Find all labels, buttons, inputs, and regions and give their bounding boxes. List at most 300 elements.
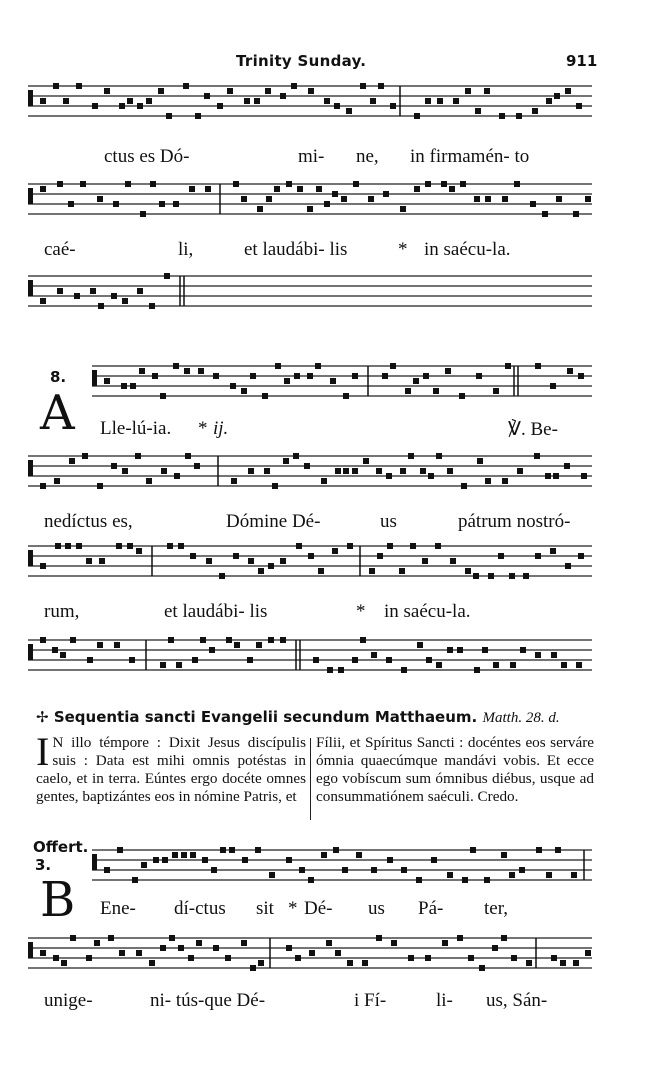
neume-note: [53, 83, 59, 89]
clef-icon: [28, 188, 33, 204]
neume-note: [160, 662, 166, 668]
neume-note: [553, 473, 559, 479]
neume-note: [560, 960, 566, 966]
neume-note: [108, 935, 114, 941]
neume-note: [502, 196, 508, 202]
neume-note: [190, 852, 196, 858]
neume-note: [173, 201, 179, 207]
mode-number: 8.: [50, 368, 67, 386]
neume-note: [111, 463, 117, 469]
clef-icon: [28, 644, 33, 660]
neume-note: [536, 847, 542, 853]
neume-note: [176, 662, 182, 668]
neume-note: [219, 573, 225, 579]
neume-note: [40, 98, 46, 104]
neume-note: [447, 647, 453, 653]
lyric-syllable: ni- tús-que Dé-: [150, 990, 266, 1011]
alleluia-initial: A: [40, 385, 75, 441]
neume-note: [254, 98, 260, 104]
neume-note: [509, 573, 515, 579]
clef-icon: [28, 280, 33, 296]
neume-note: [257, 206, 263, 212]
neume-note: [526, 960, 532, 966]
neume-note: [217, 103, 223, 109]
neume-note: [40, 298, 46, 304]
neume-note: [551, 652, 557, 658]
neume-note: [324, 98, 330, 104]
neume-note: [352, 468, 358, 474]
neume-note: [346, 108, 352, 114]
neume-note: [546, 872, 552, 878]
neume-note: [576, 103, 582, 109]
neume-note: [113, 201, 119, 207]
neume-note: [405, 388, 411, 394]
neume-note: [286, 181, 292, 187]
neume-note: [352, 657, 358, 663]
neume-note: [401, 667, 407, 673]
neume-note: [130, 383, 136, 389]
neume-note: [437, 98, 443, 104]
lyric-syllable: in saécu-la.: [384, 601, 471, 622]
neume-note: [316, 186, 322, 192]
neume-note: [581, 473, 587, 479]
neume-note: [498, 553, 504, 559]
neume-note: [160, 393, 166, 399]
lyric-syllable: ij.: [213, 418, 229, 439]
neume-note: [140, 211, 146, 217]
neume-note: [114, 642, 120, 648]
neume-note: [294, 373, 300, 379]
neume-note: [585, 950, 591, 956]
neume-note: [360, 637, 366, 643]
neume-note: [330, 378, 336, 384]
neume-note: [52, 647, 58, 653]
neume-note: [408, 453, 414, 459]
neume-note: [198, 368, 204, 374]
neume-note: [488, 573, 494, 579]
neume-note: [565, 563, 571, 569]
neume-note: [554, 93, 560, 99]
neume-note: [343, 468, 349, 474]
neume-note: [99, 558, 105, 564]
neume-note: [178, 543, 184, 549]
neume-note: [352, 373, 358, 379]
neume-note: [383, 191, 389, 197]
neume-note: [211, 867, 217, 873]
neume-note: [360, 83, 366, 89]
neume-note: [423, 373, 429, 379]
neume-note: [125, 181, 131, 187]
neume-note: [98, 303, 104, 309]
neume-note: [188, 955, 194, 961]
lyric-syllable: Dé-: [304, 898, 333, 919]
neume-note: [459, 393, 465, 399]
neume-note: [484, 88, 490, 94]
neume-note: [502, 478, 508, 484]
neume-note: [585, 196, 591, 202]
neume-note: [132, 877, 138, 883]
lyric-syllable: li-: [436, 990, 453, 1011]
neume-note: [457, 935, 463, 941]
neume-note: [442, 940, 448, 946]
lyric-syllable: ne,: [356, 146, 379, 167]
neume-note: [137, 288, 143, 294]
neume-note: [505, 363, 511, 369]
neume-note: [449, 186, 455, 192]
neume-note: [425, 955, 431, 961]
neume-note: [308, 88, 314, 94]
cross-icon: ✢: [36, 708, 49, 726]
neume-note: [353, 181, 359, 187]
neume-note: [382, 373, 388, 379]
neume-note: [426, 657, 432, 663]
neume-note: [447, 468, 453, 474]
neume-note: [315, 363, 321, 369]
neume-note: [493, 662, 499, 668]
neume-note: [347, 543, 353, 549]
neume-note: [332, 548, 338, 554]
neume-note: [567, 368, 573, 374]
neume-note: [213, 945, 219, 951]
neume-note: [68, 201, 74, 207]
lyric-syllable: ℣. Be-: [508, 419, 558, 440]
clef-icon: [92, 370, 97, 386]
neume-note: [40, 950, 46, 956]
neume-note: [119, 103, 125, 109]
neume-note: [534, 453, 540, 459]
neume-note: [484, 877, 490, 883]
neume-note: [400, 206, 406, 212]
neume-note: [447, 872, 453, 878]
lyric-syllable: ter,: [484, 898, 509, 919]
neume-note: [462, 877, 468, 883]
neume-note: [347, 960, 353, 966]
neume-note: [342, 867, 348, 873]
neume-note: [408, 955, 414, 961]
neume-note: [117, 847, 123, 853]
neume-note: [258, 568, 264, 574]
neume-note: [326, 940, 332, 946]
neume-note: [136, 950, 142, 956]
neume-note: [164, 273, 170, 279]
neume-note: [479, 965, 485, 971]
neume-note: [436, 453, 442, 459]
neume-note: [334, 103, 340, 109]
lyric-syllable: *: [288, 898, 298, 919]
neume-note: [362, 960, 368, 966]
neume-note: [386, 657, 392, 663]
neume-note: [377, 553, 383, 559]
neume-note: [280, 93, 286, 99]
neume-note: [248, 558, 254, 564]
neume-note: [461, 483, 467, 489]
neume-note: [241, 388, 247, 394]
neume-note: [196, 940, 202, 946]
neume-note: [250, 373, 256, 379]
neume-note: [40, 186, 46, 192]
lyric-syllable: rum,: [44, 601, 80, 622]
neume-note: [493, 388, 499, 394]
neume-note: [172, 852, 178, 858]
neume-note: [371, 867, 377, 873]
clef-icon: [28, 460, 33, 476]
neume-note: [200, 637, 206, 643]
neume-note: [70, 637, 76, 643]
neume-note: [341, 196, 347, 202]
neume-note: [369, 568, 375, 574]
lyric-syllable: i Fí-: [354, 990, 387, 1011]
neume-note: [194, 463, 200, 469]
neume-note: [269, 872, 275, 878]
neume-note: [230, 383, 236, 389]
neume-note: [152, 373, 158, 379]
neume-note: [433, 388, 439, 394]
neume-note: [546, 98, 552, 104]
neume-note: [136, 548, 142, 554]
neume-note: [70, 935, 76, 941]
neume-note: [313, 657, 319, 663]
neume-note: [477, 458, 483, 464]
neume-note: [387, 857, 393, 863]
neume-note: [542, 211, 548, 217]
clef-icon: [28, 550, 33, 566]
staff-line-2: [0, 180, 663, 240]
neume-note: [286, 945, 292, 951]
neume-note: [190, 553, 196, 559]
neume-note: [149, 303, 155, 309]
neume-note: [274, 186, 280, 192]
neume-note: [509, 872, 515, 878]
neume-note: [468, 955, 474, 961]
neume-note: [324, 201, 330, 207]
neume-note: [387, 543, 393, 549]
neume-note: [225, 955, 231, 961]
lyric-syllable: dí-ctus: [174, 898, 226, 919]
neume-note: [76, 543, 82, 549]
neume-note: [564, 463, 570, 469]
gospel-text-left: [36, 729, 306, 806]
neume-note: [304, 463, 310, 469]
neume-note: [390, 363, 396, 369]
neume-note: [391, 940, 397, 946]
neume-note: [250, 965, 256, 971]
staff-line-6: [0, 542, 663, 602]
neume-note: [327, 667, 333, 673]
neume-note: [233, 181, 239, 187]
neume-note: [122, 468, 128, 474]
neume-note: [368, 196, 374, 202]
neume-note: [57, 288, 63, 294]
neume-note: [532, 108, 538, 114]
neume-note: [431, 857, 437, 863]
neume-note: [551, 955, 557, 961]
neume-note: [450, 558, 456, 564]
lyric-syllable: sit: [256, 898, 274, 919]
neume-note: [333, 847, 339, 853]
neume-note: [244, 98, 250, 104]
lyric-syllable: *: [198, 418, 208, 439]
neume-note: [425, 181, 431, 187]
neume-note: [40, 637, 46, 643]
neume-note: [514, 181, 520, 187]
neume-note: [119, 950, 125, 956]
neume-note: [297, 186, 303, 192]
neume-note: [159, 201, 165, 207]
neume-note: [482, 647, 488, 653]
neume-note: [573, 211, 579, 217]
neume-note: [202, 857, 208, 863]
neume-note: [293, 453, 299, 459]
lyric-syllable: in saécu-la.: [424, 239, 511, 260]
neume-note: [265, 88, 271, 94]
gospel-title: Sequentia sancti Evangelii secundum Matthaeum.: [53, 708, 478, 726]
neume-note: [476, 373, 482, 379]
neume-note: [295, 955, 301, 961]
neume-note: [465, 568, 471, 574]
neume-note: [40, 483, 46, 489]
neume-note: [363, 458, 369, 464]
neume-note: [262, 393, 268, 399]
neume-note: [400, 468, 406, 474]
neume-note: [321, 852, 327, 858]
neume-note: [414, 186, 420, 192]
neume-note: [234, 642, 240, 648]
neume-note: [121, 383, 127, 389]
neume-note: [485, 478, 491, 484]
neume-note: [174, 473, 180, 479]
neume-note: [445, 368, 451, 374]
neume-note: [183, 83, 189, 89]
neume-note: [420, 468, 426, 474]
neume-note: [460, 181, 466, 187]
neume-note: [158, 88, 164, 94]
lyric-syllable: Lle-lú-ia.: [100, 418, 172, 439]
neume-note: [565, 88, 571, 94]
neume-note: [258, 960, 264, 966]
neume-note: [241, 940, 247, 946]
neume-note: [343, 393, 349, 399]
neume-note: [457, 647, 463, 653]
neume-note: [168, 637, 174, 643]
page-number: 911: [566, 52, 598, 70]
neume-note: [160, 945, 166, 951]
neume-note: [441, 181, 447, 187]
neume-note: [86, 558, 92, 564]
neume-note: [550, 548, 556, 554]
neume-note: [296, 543, 302, 549]
neume-note: [307, 206, 313, 212]
neume-note: [268, 563, 274, 569]
offertory-mode: 3.: [35, 856, 52, 874]
neume-note: [414, 113, 420, 119]
staff-line-7: [0, 636, 663, 696]
neume-note: [97, 196, 103, 202]
neume-note: [356, 852, 362, 858]
neume-note: [153, 857, 159, 863]
neume-note: [195, 113, 201, 119]
neume-note: [417, 642, 423, 648]
neume-note: [474, 667, 480, 673]
neume-note: [189, 186, 195, 192]
neume-note: [335, 950, 341, 956]
neume-note: [129, 657, 135, 663]
neume-note: [535, 553, 541, 559]
neume-note: [321, 478, 327, 484]
neume-note: [60, 652, 66, 658]
neume-note: [116, 543, 122, 549]
neume-note: [63, 98, 69, 104]
clef-icon: [28, 90, 33, 106]
drop-initial: I: [36, 729, 50, 774]
neume-note: [470, 847, 476, 853]
neume-note: [280, 558, 286, 564]
lyric-syllable: Ene-: [100, 898, 136, 919]
neume-note: [94, 940, 100, 946]
neume-note: [247, 657, 253, 663]
neume-note: [371, 652, 377, 658]
neume-note: [578, 553, 584, 559]
neume-note: [137, 103, 143, 109]
staff-line-3: [0, 272, 663, 332]
neume-note: [272, 483, 278, 489]
neume-note: [399, 568, 405, 574]
lyric-syllable: nedíctus es,: [44, 511, 133, 532]
neume-note: [264, 468, 270, 474]
neume-note: [555, 847, 561, 853]
neume-note: [561, 662, 567, 668]
neume-note: [425, 98, 431, 104]
neume-note: [53, 955, 59, 961]
staff-line-8: [0, 846, 663, 906]
column-divider: [310, 738, 311, 820]
neume-note: [111, 293, 117, 299]
lyric-syllable: unige-: [44, 990, 93, 1011]
neume-note: [390, 103, 396, 109]
neume-note: [266, 196, 272, 202]
neume-note: [338, 667, 344, 673]
lyric-syllable: ctus es Dó-: [104, 146, 190, 167]
neume-note: [149, 960, 155, 966]
neume-note: [192, 657, 198, 663]
lyric-syllable: *: [356, 601, 366, 622]
neume-note: [309, 950, 315, 956]
staff-line-1: [0, 82, 663, 142]
neume-note: [226, 637, 232, 643]
neume-note: [76, 83, 82, 89]
neume-note: [376, 935, 382, 941]
neume-note: [178, 945, 184, 951]
neume-note: [299, 867, 305, 873]
staff-line-9: [0, 930, 663, 990]
neume-note: [335, 468, 341, 474]
neume-note: [517, 468, 523, 474]
neume-note: [127, 543, 133, 549]
neume-note: [167, 543, 173, 549]
neume-note: [161, 468, 167, 474]
neume-note: [413, 378, 419, 384]
neume-note: [332, 191, 338, 197]
neume-note: [307, 373, 313, 379]
neume-note: [227, 88, 233, 94]
neume-note: [492, 945, 498, 951]
neume-note: [209, 647, 215, 653]
neume-note: [169, 935, 175, 941]
neume-note: [233, 553, 239, 559]
neume-note: [520, 647, 526, 653]
neume-note: [378, 83, 384, 89]
neume-note: [65, 543, 71, 549]
neume-note: [573, 960, 579, 966]
